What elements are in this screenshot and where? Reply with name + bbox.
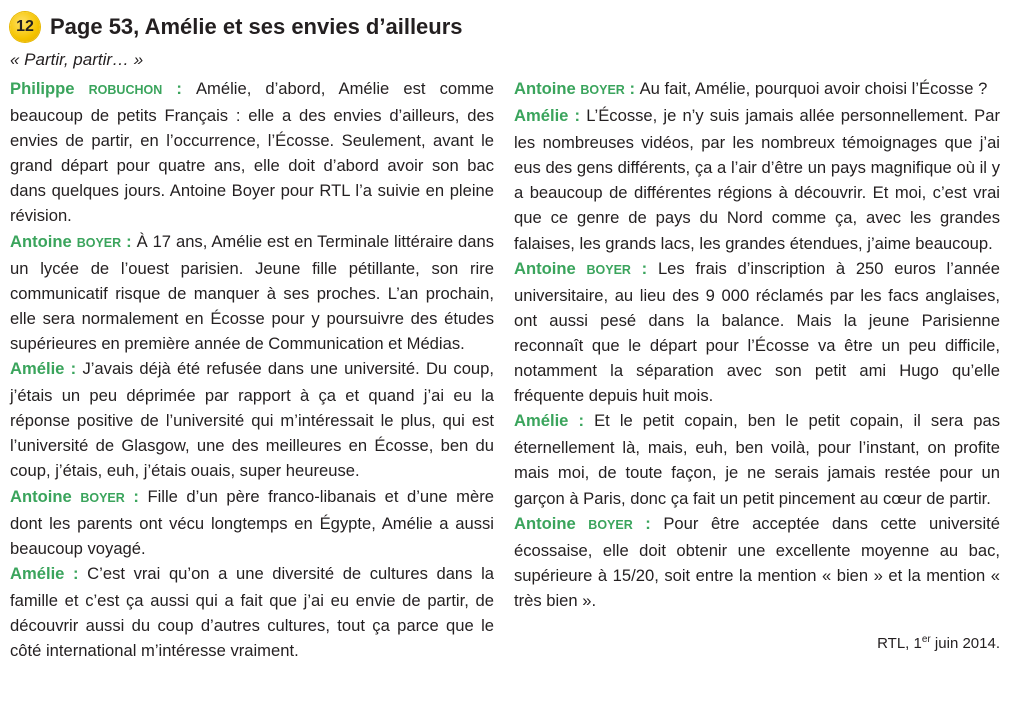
speaker-name: Antoine BOYER : [514,513,664,533]
left-column [10,76,494,663]
speaker-name: Philippe ROBUCHON : [10,79,196,98]
speaker-name: Amélie : [514,411,595,431]
paragraph-text: L’Écosse, je n’y suis jamais allée personnellement. Par les nombreuses vidéos, par les nombreux témoignages que j’ai eus des gens différents, ça a l’air d’être un pays magnifique où il y a beaucoup de différentes régions à découvrir. Et moi, c’est vrai que ce genre de pays du Nord comme ça, avec les grandes falaises, les grands lacs, les grandes étendues, j’aime beaucoup. [514,106,1001,253]
paragraph-text: J’avais déjà été refusée dans une université. Du coup, j’étais un peu déprimée par rapport à ça et quand j’ai eu la réponse positive de l’université qui m’intéressait le plus, qui est l’université de Glasgow, une des meilleures en Écosse, ben du coup, j’étais, euh, j’étais ouais, super heureuse. [10,359,494,481]
speaker-name: Antoine BOYER : [514,258,658,278]
paragraph-text: Fille d’un père franco-libanais et d’une mère dont les parents ont vécu longtemps en Égypte, Amélie a aussi beaucoup voyagé. [10,486,494,558]
right-column [514,76,1000,656]
page-title: Page 53, Amélie et ses envies d’ailleurs [50,14,463,39]
paragraph-text: C’est vrai qu’on a une diversité de cultures dans la famille et c’est ça aussi qui a fait que j’ai eu envie de partir, de découvrir aussi du coup d’autres cultures, tout ça parce que le côté international m’intéresse vraiment. [10,563,494,661]
paragraph-text: Les frais d’inscription à 250 euros l’année universitaire, au lieu des 9 000 réclamés par les facs anglaises, ont aussi pesé dans la balance. Mais la jeune Parisienne reconnaît que le départ pour l’Écosse va être un peu difficile, notamment la séparation avec son petit ami Hugo qu’elle fréquente depuis huit mois. [514,258,1001,406]
source-citation: RTL, 1er juin 2014. [877,633,1000,652]
paragraph [10,356,494,483]
speaker-name: Antoine BOYER : [10,486,148,506]
exercise-number-badge: 12 [10,12,40,42]
speaker-name: Amélie : [514,106,587,126]
paragraph [514,76,1000,103]
speaker-name: Antoine BOYER : [514,79,640,98]
paragraph-text: À 17 ans, Amélie est en Terminale littéraire dans un lycée de l’ouest parisien. Jeune fille pétillante, son rire communicatif risque de manquer à ses proches. L’an prochain, elle sera normalement en Écosse pour y poursuivre des études supérieures en première année de Communication et Médias. [10,231,494,353]
paragraph [10,76,494,229]
paragraph [514,511,1000,613]
paragraph-text: Pour être acceptée dans cette université écossaise, elle doit obtenir une excellente moyenne au bac, supérieure à 15/20, soit entre la mention « bien » et la mention « très bien ». [514,513,1000,610]
speaker-name: Antoine BOYER : [10,231,137,251]
speaker-name: Amélie : [10,563,88,583]
paragraph-text: Au fait, Amélie, pourquoi avoir choisi l’Écosse ? [639,79,988,98]
paragraph-text: Et le petit copain, ben le petit copain, il sera pas éternellement là, mais, euh, ben voilà, pour l’instant, on profite mais moi, de toute façon, je ne serais jamais restée pour un garçon à Paris, donc ça fait un petit pincement au cœur de partir. [514,411,1001,508]
paragraph [10,229,494,356]
paragraph [10,561,494,663]
subtitle: « Partir, partir… » [10,50,144,69]
paragraph [514,408,1000,510]
paragraph [514,103,1000,256]
paragraph-text: Amélie, d’abord, Amélie est comme beaucoup de petits Français : elle a des envies d’ailleurs, des envies de partir, en l’occurrence, l’Écosse. Seulement, avant le grand départ pour quatre ans, elle doit d’abord avoir son bac dans quelques jours. Antoine Boyer pour RTL l’a suivie en pleine révision. [10,79,494,226]
paragraph [514,256,1000,409]
paragraph [10,484,494,561]
speaker-name: Amélie : [10,359,83,379]
page-header [10,12,463,42]
